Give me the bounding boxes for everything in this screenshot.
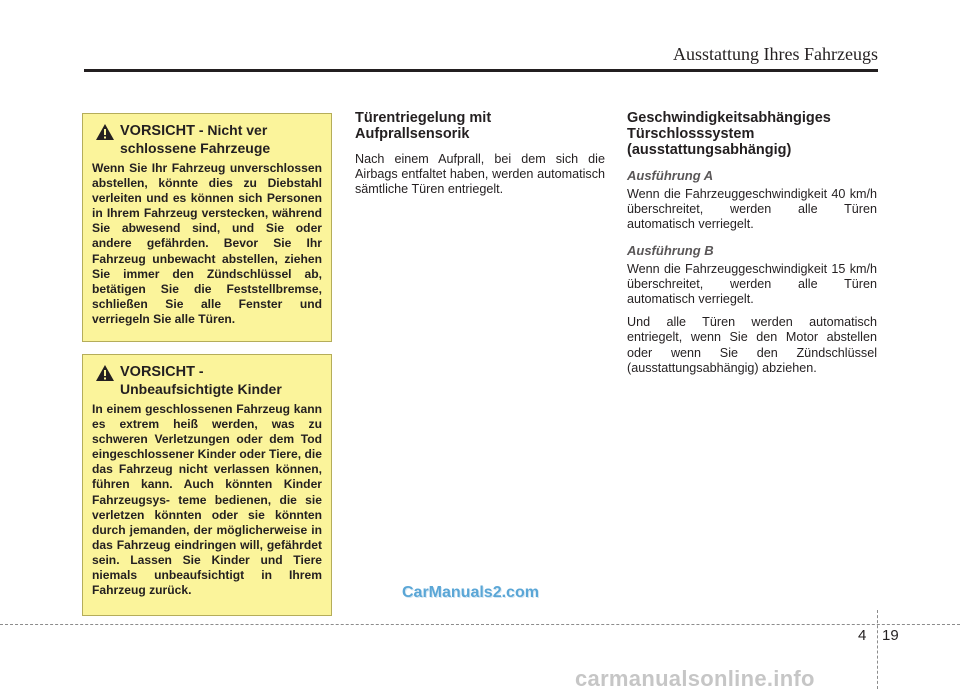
- caution-label: VORSICHT: [120, 364, 195, 380]
- caution-box-unattended-children: [82, 354, 332, 616]
- paragraph: Nach einem Aufprall, bei dem sich die Airbags entfaltet haben, werden automatisch sämtliche Türen entriegelt.: [355, 152, 605, 197]
- caution-box-unlocked-vehicle: [82, 113, 332, 342]
- impact-unlock-section: [355, 110, 605, 198]
- caution-body: Wenn Sie Ihr Fahrzeug unverschlossen abstellen, könnte dies zu Diebstahl verleiten und es können sich Personen in Ihrem Fahrzeug verstecken, während Sie abwesend sind, und Sie oder andere gefährden. Bevor Sie Ihr Fahrzeug unbewacht abstellen, ziehen Sie immer den Zündschlüssel ab, betätigen Sie die Feststellbremse, schließen Sie alle Fenster und verriegeln Sie alle Türen.: [92, 161, 322, 326]
- heading-line: Türentriegelung mit: [355, 110, 492, 126]
- watermark-carmanualsonline: carmanualsonline.info: [575, 666, 815, 691]
- caution-heading: [92, 363, 322, 398]
- warning-triangle-icon: [95, 364, 115, 387]
- footer-divider: [0, 624, 960, 625]
- caution-title-part2: Unbeaufsichtigte Kinder: [120, 381, 282, 397]
- header-rule: [84, 69, 878, 72]
- section-title: Ausstattung Ihres Fahrzeugs: [673, 44, 878, 64]
- heading-line: Türschlosssystem: [627, 126, 755, 142]
- caution-dash: -: [198, 122, 204, 138]
- caution-dash: -: [198, 363, 204, 379]
- caution-label: VORSICHT: [120, 123, 195, 139]
- paragraph: Und alle Türen werden automatisch entriegelt, wenn Sie den Motor abstellen oder wenn Sie den Zündschlüssel (ausstattungsabhängig) abziehen.: [627, 315, 877, 375]
- subheading-variant-b: Ausführung B: [627, 242, 714, 258]
- heading-line: Aufprallsensorik: [355, 126, 470, 142]
- warning-triangle-icon: [95, 123, 115, 146]
- speed-lock-section: [627, 110, 877, 376]
- caution-title-part2: schlossene Fahrzeuge: [120, 140, 271, 156]
- watermark-carmanuals2[interactable]: CarManuals2.com: [402, 584, 539, 601]
- heading-line: (ausstattungsabhängig): [627, 142, 792, 158]
- subheading-variant-a: Ausführung A: [627, 168, 714, 183]
- paragraph: Wenn die Fahrzeuggeschwindigkeit 15 km/h überschreitet, werden alle Türen automatisch verriegelt.: [627, 261, 877, 307]
- paragraph: Wenn die Fahrzeuggeschwindigkeit 40 km/h überschreitet, werden alle Türen automatisch verriegelt.: [627, 187, 877, 232]
- footer-vertical-divider: [877, 610, 878, 689]
- heading-line: Geschwindigkeitsabhängiges: [627, 110, 831, 126]
- caution-body: In einem geschlossenen Fahrzeug kann es extrem heiß werden, was zu schweren Verletzungen oder dem Tod eingeschlossener Kinder oder Tiere, die das Fahrzeug nicht verlassen können, führen kann. Auch könnten Kinder Fahrzeugsys- teme bedienen, die sie verletzen könnten oder sie könnten durch jemanden, der möglicherweise in das Fahrzeug eindringen will, gefährdet sein. Lassen Sie Kinder und Tiere niemals unbeaufsichtigt in Ihrem Fahrzeug zurück.: [92, 402, 322, 598]
- section-heading: [355, 110, 605, 142]
- caution-title-part1: Nicht ver: [207, 122, 268, 138]
- caution-heading: [92, 122, 322, 157]
- page-number: 19: [882, 627, 899, 644]
- chapter-number: 4: [858, 627, 867, 644]
- section-heading: [627, 110, 877, 158]
